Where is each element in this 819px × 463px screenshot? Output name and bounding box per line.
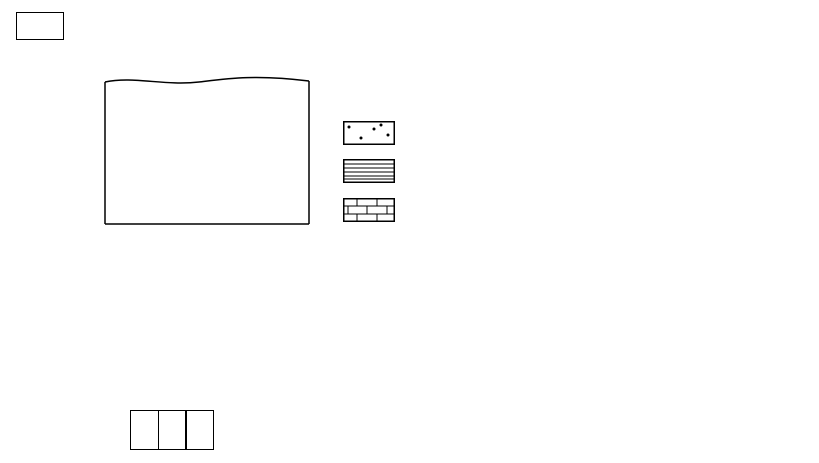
clay-pattern-icon	[343, 159, 395, 183]
answer-cell-2[interactable]	[158, 410, 187, 450]
sand-pattern-icon	[343, 121, 395, 145]
limestone-pattern-icon	[343, 198, 395, 222]
legend-item-clay	[343, 159, 543, 183]
option-limestone	[105, 370, 135, 394]
option-sand	[105, 322, 135, 346]
option-number	[105, 322, 135, 346]
answer-cells	[130, 410, 214, 450]
option-number	[105, 370, 135, 394]
options-list	[105, 322, 135, 394]
legend-item-sand	[343, 121, 543, 145]
answer-cell-1[interactable]	[130, 410, 159, 450]
legend-item-limestone	[343, 198, 543, 222]
answer-area	[104, 410, 214, 450]
question-number	[16, 12, 64, 40]
rock-layers-figure	[104, 76, 314, 226]
sand-layer	[105, 77, 309, 116]
answer-cell-3[interactable]	[185, 410, 214, 450]
option-clay	[105, 346, 135, 370]
option-number	[105, 346, 135, 370]
